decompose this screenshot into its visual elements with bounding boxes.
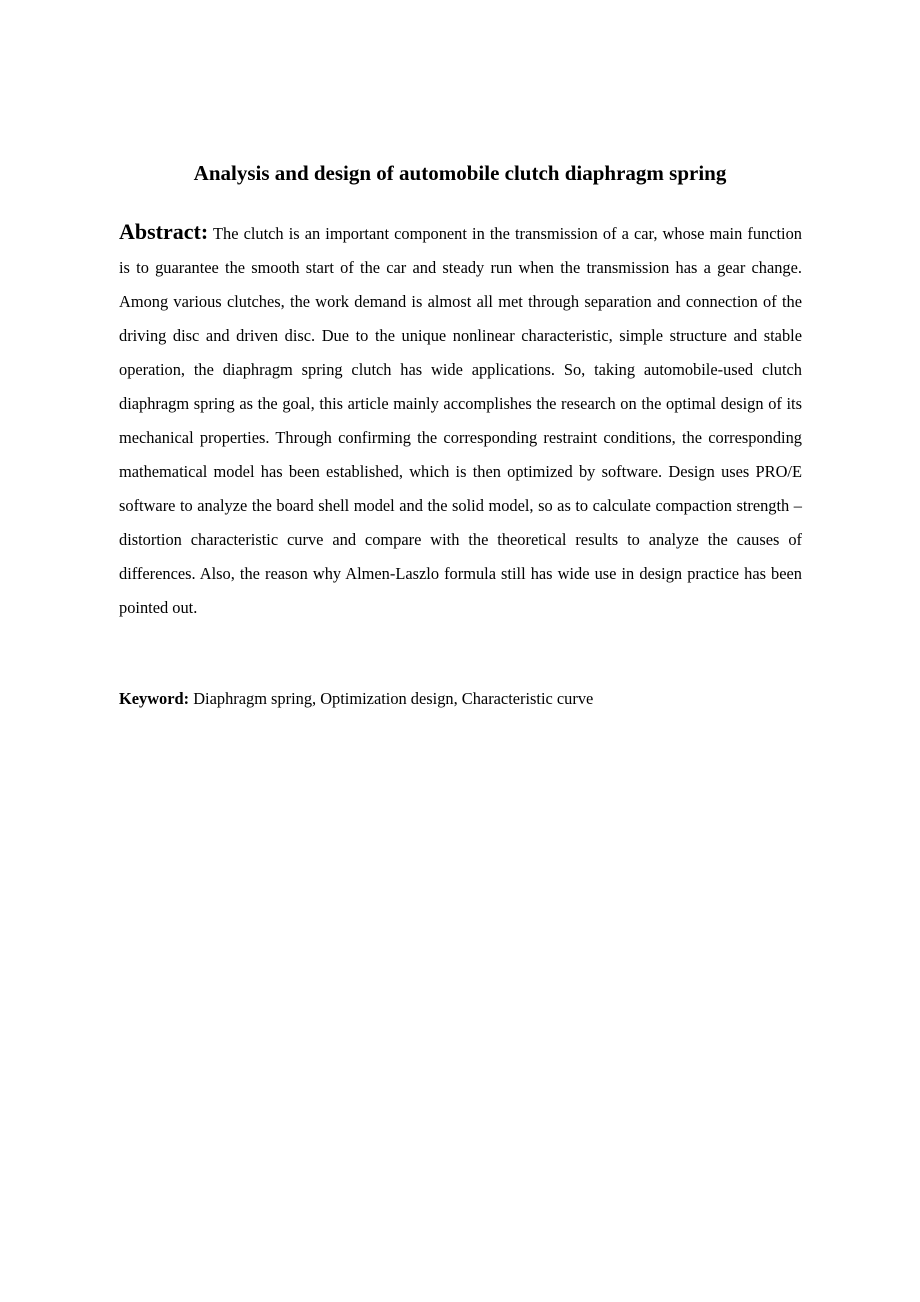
abstract-text: The clutch is an important component in the transmission of a car, whose main function is to guarantee the smooth start of the car and steady run when the transmission has a gear change. Among various clutches, the work demand is almost all met through separation and connection of the driving disc and driven disc. Due to the unique nonlinear characteristic, simple structure and stable operation, the diaphragm spring clutch has wide applications. So, taking automobile-used clutch diaphragm spring as the goal, this article mainly accomplishes the research on the optimal design of its mechanical properties. Through confirming the corresponding restraint conditions, the corresponding mathematical model has been established, which is then optimized by software. Design uses PRO/E software to analyze the board shell model and the solid model, so as to calculate compaction strength – distortion characteristic curve and compare with the theoretical results to analyze the causes of differences. Also, the reason why Almen-Laszlo formula still has wide use in design practice has been pointed out. bbox=[119, 224, 802, 617]
abstract-label: Abstract: bbox=[119, 219, 209, 244]
keywords-label: Keyword: bbox=[119, 689, 190, 708]
document-title: Analysis and design of automobile clutch diaphragm spring bbox=[193, 161, 727, 185]
abstract-paragraph bbox=[119, 215, 802, 625]
keywords-text: Diaphragm spring, Optimization design, Characteristic curve bbox=[193, 689, 594, 708]
keywords-line bbox=[119, 685, 802, 713]
